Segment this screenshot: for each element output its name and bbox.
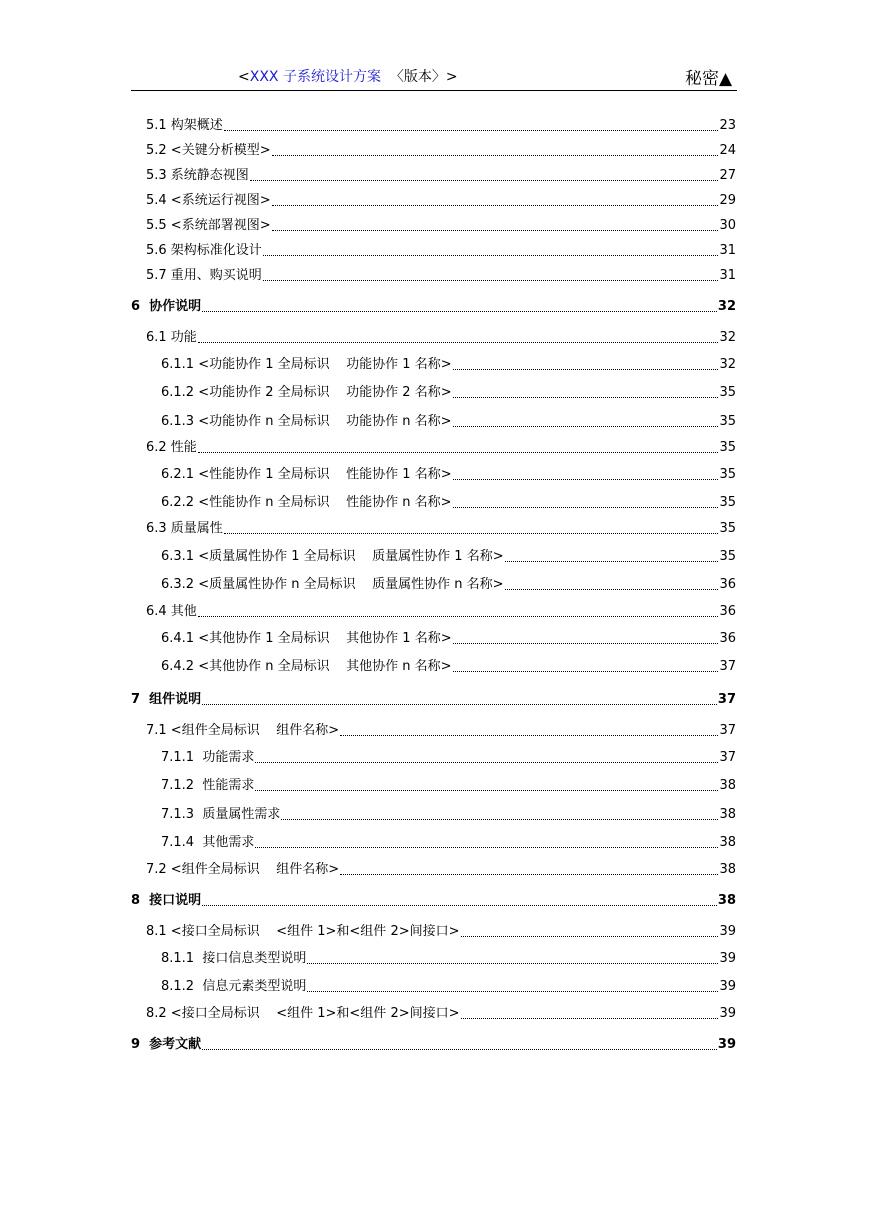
toc-entry[interactable] bbox=[161, 951, 736, 967]
toc-page-number: 39 bbox=[719, 1006, 736, 1021]
toc-entry-title: 7.1.3 质量属性需求 bbox=[161, 807, 281, 822]
toc-entry[interactable] bbox=[146, 723, 736, 739]
toc-page-number: 39 bbox=[719, 951, 736, 966]
toc-dot-leader bbox=[453, 671, 719, 672]
toc-dot-leader bbox=[461, 1018, 719, 1019]
toc-entry-title: 6.3 质量属性 bbox=[146, 521, 223, 536]
toc-entry-title: 6.4.2 <其他协作 n 全局标识 其他协作 n 名称> bbox=[161, 659, 452, 674]
toc-entry[interactable] bbox=[146, 268, 736, 284]
toc-entry[interactable] bbox=[161, 835, 736, 851]
toc-entry-title: 5.3 系统静态视图 bbox=[146, 168, 249, 183]
toc-entry-title: 8.2 <接口全局标识 <组件 1>和<组件 2>间接口> bbox=[146, 1006, 460, 1021]
toc-dot-leader bbox=[202, 311, 717, 312]
toc-page-number: 39 bbox=[719, 924, 736, 939]
toc-entry[interactable] bbox=[161, 659, 736, 675]
toc-entry-title: 6.3.2 <质量属性协作 n 全局标识 质量属性协作 n 名称> bbox=[161, 577, 504, 592]
toc-dot-leader bbox=[263, 280, 719, 281]
toc-entry[interactable] bbox=[146, 862, 736, 878]
toc-page-number: 35 bbox=[719, 440, 736, 455]
toc-entry-title: 5.4 <系统运行视图> bbox=[146, 193, 271, 208]
toc-entry-title: 6.2 性能 bbox=[146, 440, 197, 455]
toc-page-number: 30 bbox=[719, 218, 736, 233]
toc-page-number: 39 bbox=[717, 1037, 736, 1052]
toc-entry-title: 7.1.2 性能需求 bbox=[161, 778, 255, 793]
toc-entry[interactable] bbox=[146, 193, 736, 209]
toc-entry-title: 6.2.1 <性能协作 1 全局标识 性能协作 1 名称> bbox=[161, 467, 452, 482]
toc-entry-title: 5.6 架构标准化设计 bbox=[146, 243, 262, 258]
toc-page-number: 36 bbox=[719, 631, 736, 646]
toc-entry-title: 6 协作说明 bbox=[131, 299, 202, 314]
toc-page-number: 32 bbox=[719, 330, 736, 345]
toc-dot-leader bbox=[461, 936, 719, 937]
toc-entry[interactable] bbox=[146, 521, 736, 537]
toc-dot-leader bbox=[340, 874, 718, 875]
toc-entry[interactable] bbox=[146, 118, 736, 134]
toc-entry[interactable] bbox=[161, 414, 736, 430]
toc-entry-title: 6.1.3 <功能协作 n 全局标识 功能协作 n 名称> bbox=[161, 414, 452, 429]
toc-entry[interactable] bbox=[161, 495, 736, 511]
toc-dot-leader bbox=[453, 426, 719, 427]
toc-dot-leader bbox=[505, 561, 719, 562]
toc-entry-title: 8 接口说明 bbox=[131, 893, 202, 908]
toc-entry[interactable] bbox=[146, 218, 736, 234]
toc-entry[interactable] bbox=[161, 750, 736, 766]
toc-entry-title: 6.1.1 <功能协作 1 全局标识 功能协作 1 名称> bbox=[161, 357, 452, 372]
toc-dot-leader bbox=[198, 616, 719, 617]
toc-dot-leader bbox=[307, 991, 718, 992]
toc-entry[interactable] bbox=[161, 577, 736, 593]
toc-entry[interactable] bbox=[131, 893, 736, 909]
toc-dot-leader bbox=[272, 205, 719, 206]
toc-page-number: 36 bbox=[719, 604, 736, 619]
toc-page-number: 31 bbox=[719, 243, 736, 258]
toc-entry-title: 8.1.1 接口信息类型说明 bbox=[161, 951, 307, 966]
header-title-suffix: 〈版本〉> bbox=[380, 69, 458, 85]
toc-dot-leader bbox=[198, 452, 719, 453]
toc-dot-leader bbox=[340, 735, 718, 736]
toc-entry-title: 5.7 重用、购买说明 bbox=[146, 268, 262, 283]
toc-page-number: 24 bbox=[719, 143, 736, 158]
toc-dot-leader bbox=[453, 397, 719, 398]
toc-entry-title: 9 参考文献 bbox=[131, 1037, 202, 1052]
toc-page-number: 37 bbox=[719, 750, 736, 765]
toc-page-number: 27 bbox=[719, 168, 736, 183]
toc-entry[interactable] bbox=[131, 1037, 736, 1053]
toc-page-number: 38 bbox=[719, 862, 736, 877]
toc-entry-title: 8.1.2 信息元素类型说明 bbox=[161, 979, 307, 994]
toc-page-number: 37 bbox=[719, 723, 736, 738]
toc-entry-title: 7.1.4 其他需求 bbox=[161, 835, 255, 850]
toc-entry[interactable] bbox=[161, 778, 736, 794]
toc-entry[interactable] bbox=[161, 979, 736, 995]
toc-dot-leader bbox=[281, 819, 718, 820]
toc-page-number: 29 bbox=[719, 193, 736, 208]
header-title-prefix: < bbox=[238, 69, 250, 85]
toc-page-number: 38 bbox=[719, 807, 736, 822]
toc-entry-title: 6.2.2 <性能协作 n 全局标识 性能协作 n 名称> bbox=[161, 495, 452, 510]
toc-entry[interactable] bbox=[161, 467, 736, 483]
toc-dot-leader bbox=[255, 790, 718, 791]
toc-entry-title: 6.4.1 <其他协作 1 全局标识 其他协作 1 名称> bbox=[161, 631, 452, 646]
toc-entry-title: 7.2 <组件全局标识 组件名称> bbox=[146, 862, 340, 877]
toc-dot-leader bbox=[198, 342, 719, 343]
toc-entry-title: 8.1 <接口全局标识 <组件 1>和<组件 2>间接口> bbox=[146, 924, 460, 939]
toc-page-number: 35 bbox=[719, 521, 736, 536]
toc-page-number: 35 bbox=[719, 385, 736, 400]
security-classification: 秘密▲ bbox=[685, 69, 733, 89]
toc-dot-leader bbox=[272, 230, 719, 231]
toc-dot-leader bbox=[224, 130, 719, 131]
toc-entry[interactable] bbox=[131, 692, 736, 708]
toc-entry[interactable] bbox=[146, 924, 736, 940]
toc-entry[interactable] bbox=[146, 168, 736, 184]
toc-dot-leader bbox=[505, 589, 719, 590]
toc-dot-leader bbox=[453, 507, 719, 508]
toc-page-number: 23 bbox=[719, 118, 736, 133]
toc-entry-title: 7 组件说明 bbox=[131, 692, 202, 707]
toc-entry-title: 6.1.2 <功能协作 2 全局标识 功能协作 2 名称> bbox=[161, 385, 452, 400]
toc-page-number: 35 bbox=[719, 467, 736, 482]
toc-dot-leader bbox=[307, 963, 718, 964]
toc-dot-leader bbox=[255, 847, 718, 848]
toc-dot-leader bbox=[263, 255, 719, 256]
toc-dot-leader bbox=[202, 704, 717, 705]
toc-page-number: 38 bbox=[717, 893, 736, 908]
header-divider bbox=[131, 90, 737, 91]
toc-dot-leader bbox=[224, 533, 719, 534]
toc-entry[interactable] bbox=[161, 807, 736, 823]
toc-page-number: 32 bbox=[719, 357, 736, 372]
toc-entry-title: 5.5 <系统部署视图> bbox=[146, 218, 271, 233]
toc-page-number: 35 bbox=[719, 414, 736, 429]
toc-page-number: 37 bbox=[717, 692, 736, 707]
toc-entry-title: 5.1 构架概述 bbox=[146, 118, 223, 133]
toc-page-number: 35 bbox=[719, 495, 736, 510]
toc-entry-title: 7.1.1 功能需求 bbox=[161, 750, 255, 765]
document-header-title bbox=[238, 66, 458, 86]
toc-entry-title: 6.3.1 <质量属性协作 1 全局标识 质量属性协作 1 名称> bbox=[161, 549, 504, 564]
toc-entry-title: 6.1 功能 bbox=[146, 330, 197, 345]
toc-entry[interactable] bbox=[161, 549, 736, 565]
toc-entry[interactable] bbox=[146, 1006, 736, 1022]
toc-entry[interactable] bbox=[161, 357, 736, 373]
header-title-name: XXX 子系统设计方案 bbox=[249, 69, 381, 85]
toc-dot-leader bbox=[250, 180, 719, 181]
toc-dot-leader bbox=[202, 1049, 717, 1050]
toc-page-number: 39 bbox=[719, 979, 736, 994]
toc-entry[interactable] bbox=[146, 604, 736, 620]
toc-page-number: 31 bbox=[719, 268, 736, 283]
toc-entry-title: 7.1 <组件全局标识 组件名称> bbox=[146, 723, 340, 738]
toc-entry[interactable] bbox=[146, 440, 736, 456]
toc-page-number: 35 bbox=[719, 549, 736, 564]
toc-entry-title: 5.2 <关键分析模型> bbox=[146, 143, 271, 158]
toc-entry[interactable] bbox=[161, 631, 736, 647]
toc-page-number: 36 bbox=[719, 577, 736, 592]
toc-dot-leader bbox=[453, 643, 719, 644]
toc-entry[interactable] bbox=[131, 299, 736, 315]
toc-dot-leader bbox=[202, 905, 717, 906]
toc-page-number: 38 bbox=[719, 835, 736, 850]
toc-page-number: 38 bbox=[719, 778, 736, 793]
toc-dot-leader bbox=[255, 762, 718, 763]
toc-entry[interactable] bbox=[161, 385, 736, 401]
toc-dot-leader bbox=[272, 155, 719, 156]
toc-entry[interactable] bbox=[146, 243, 736, 259]
toc-entry[interactable] bbox=[146, 330, 736, 346]
toc-page-number: 37 bbox=[719, 659, 736, 674]
toc-dot-leader bbox=[453, 369, 719, 370]
toc-entry[interactable] bbox=[146, 143, 736, 159]
toc-entry-title: 6.4 其他 bbox=[146, 604, 197, 619]
toc-dot-leader bbox=[453, 479, 719, 480]
toc-page-number: 32 bbox=[717, 299, 736, 314]
